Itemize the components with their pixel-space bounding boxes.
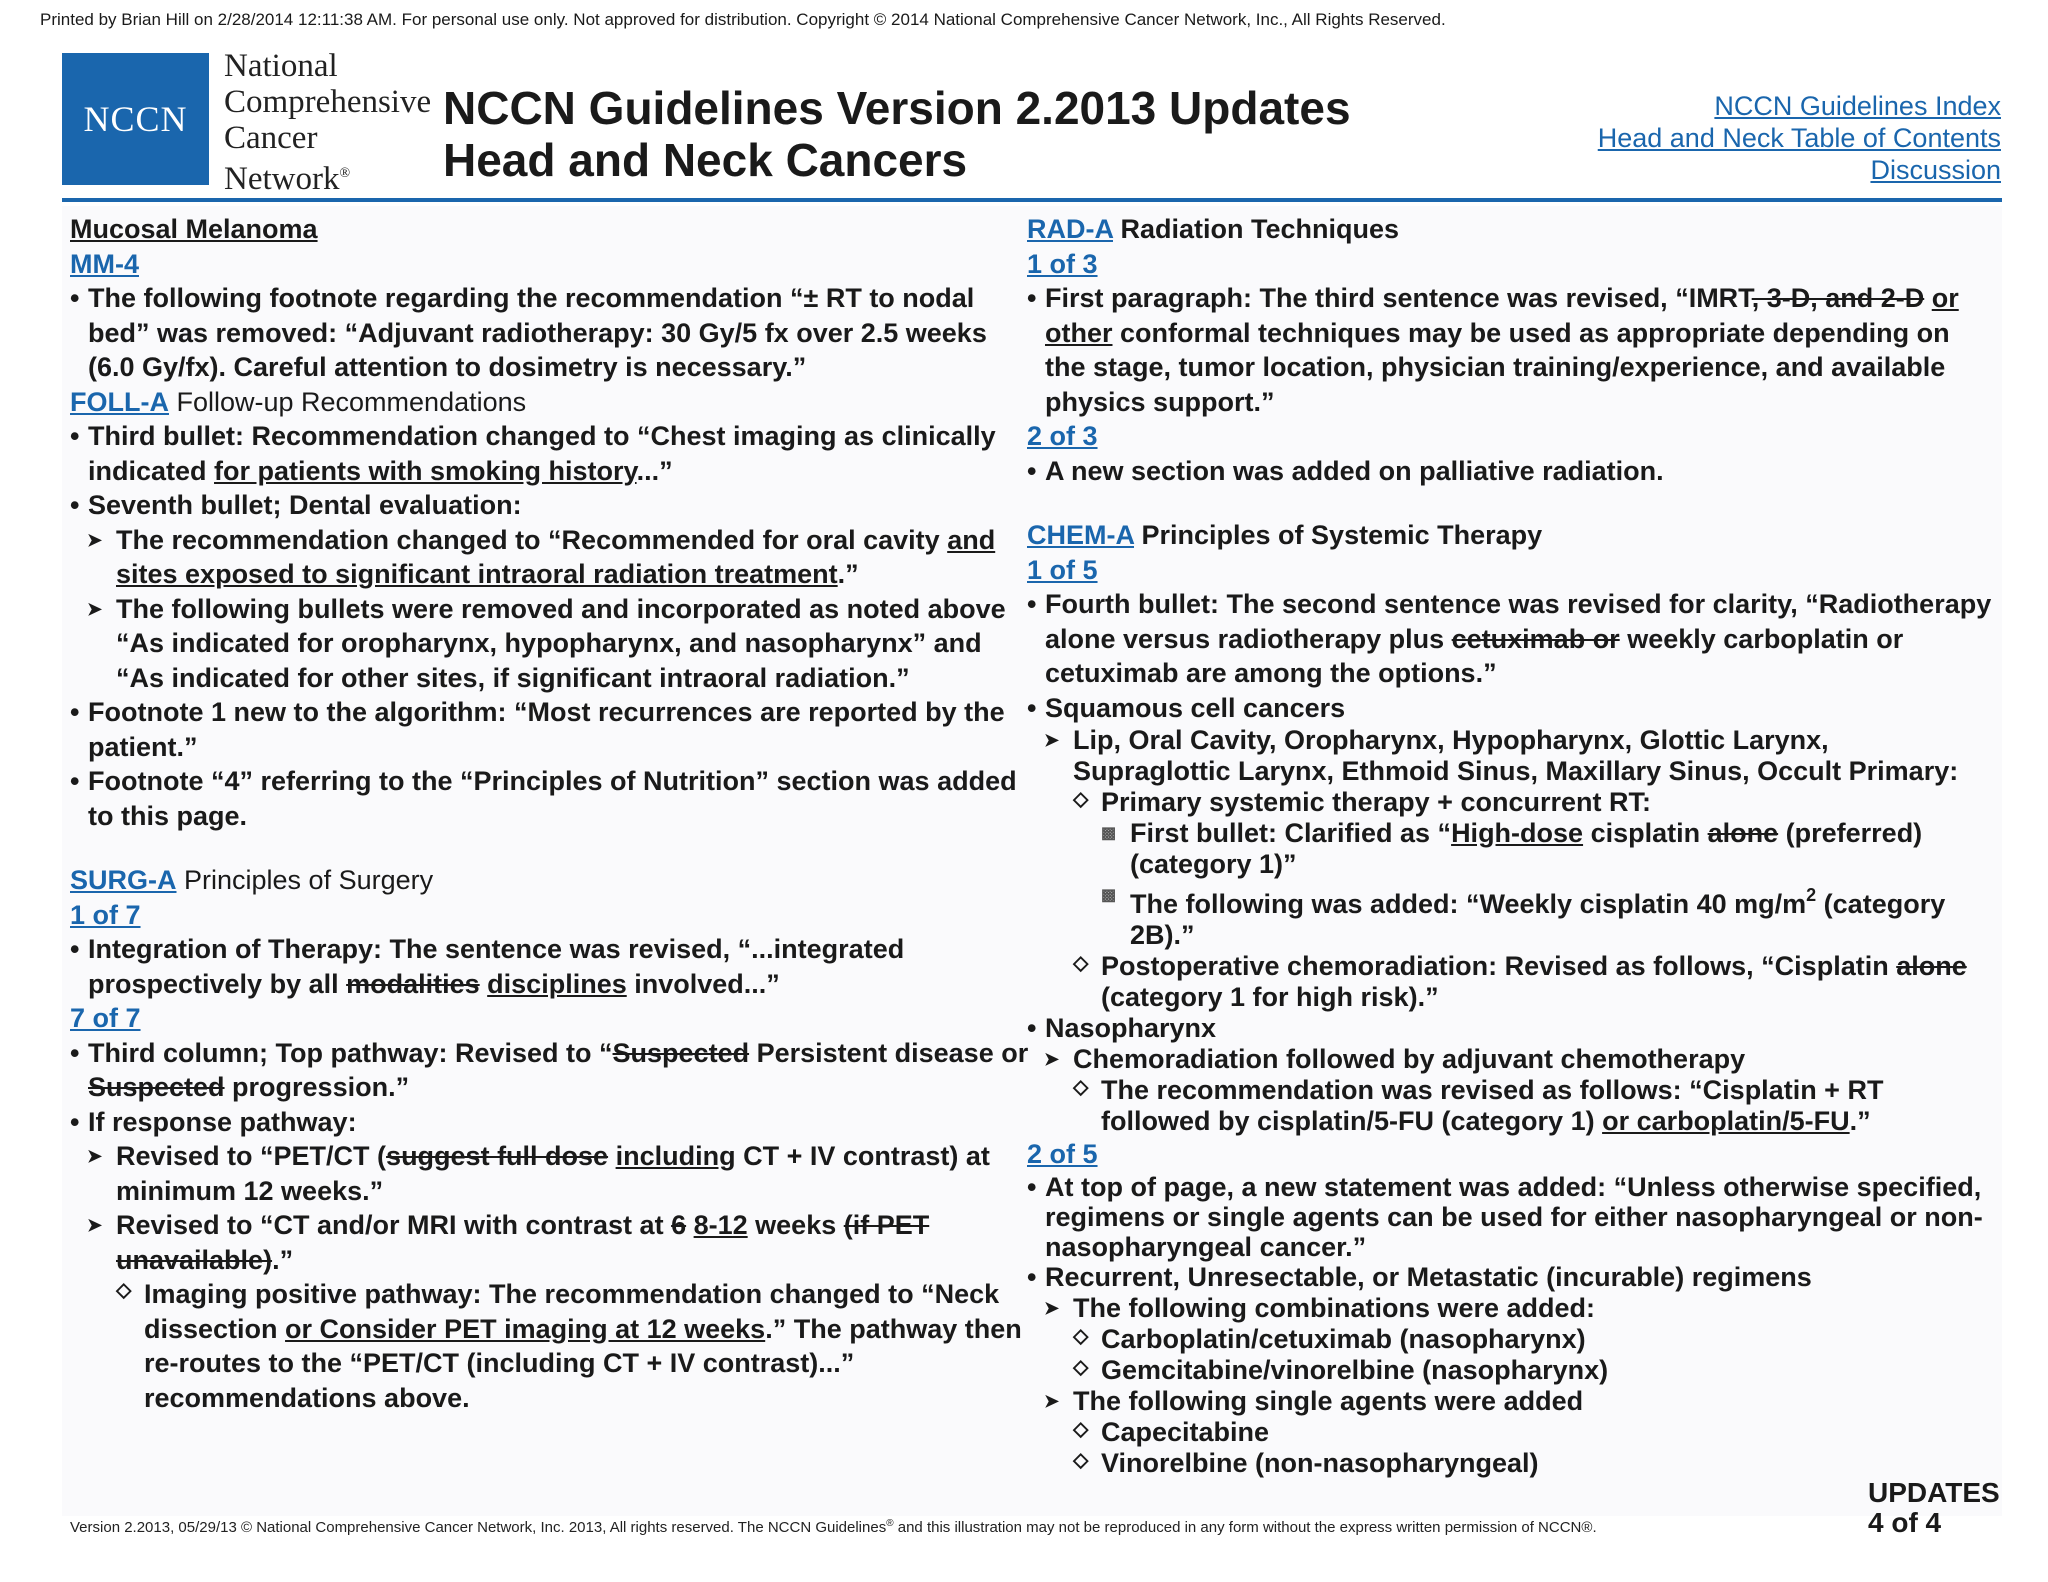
print-notice: Printed by Brian Hill on 2/28/2014 12:11:38 AM. For personal use only. Not approved for distribution. Copyright © 2014 National Comprehensive Cancer Network, Inc., All Rights Reserved. [40,10,1446,29]
arrow-bullet-icon: ➤ [1044,1049,1060,1069]
list-item: • The following footnote regarding the recommendation “± RT to nodal bed” was removed: “Adjuvant radiotherapy: 30 Gy/5 fx over 2.5 weeks (6.0 Gy/fx). Careful attention to dosimetry is necessary.” [70,281,1030,385]
arrow-bullet-icon: ➤ [1044,730,1060,750]
text: Fourth bullet: The second sentence was revised for clarity, “Radiotherapy alone versus radiotherapy plus [1045,589,1992,654]
text: Chemoradiation followed by adjuvant chemotherapy [1073,1044,1746,1074]
list-item: • Recurrent, Unresectable, or Metastatic (incurable) regimens [1027,1262,1992,1293]
logo-abbr: NCCN [83,99,188,139]
logo-reg: ® [339,166,351,181]
added-text: or other [1045,283,1959,348]
surg-page-1-link[interactable]: 1 of 7 [70,899,141,930]
sub-list-item [70,1208,1030,1277]
diamond-bullet-icon: ⬦ [1073,1415,1089,1441]
sub-sub-list-item [1027,1324,1992,1355]
title-line-1: NCCN Guidelines Version 2.2013 Updates [443,82,1351,134]
text: .” The pathway then re-routes to the “PET/CT (including CT + IV contrast)...” recommendations above. [144,1313,1022,1413]
text: .” [837,559,859,589]
sub-sub-list-item [70,1277,1030,1415]
text: Third bullet: Recommendation changed to “Chest imaging as clinically indicated [88,421,996,486]
added-text: 8-12 [693,1210,748,1240]
deleted-text: modalities [346,968,480,999]
list-item: • Seventh bullet; Dental evaluation: [70,488,1030,523]
square-bullet-icon: ▩ [1101,825,1117,842]
updates-page-number: 4 of 4 [1868,1507,1942,1538]
logo-wordmark [224,48,431,197]
text: The following bullets were removed and incorporated as noted above “As indicated for oropharynx, hypopharynx, and nasopharynx” and “As indicated for other sites, if significant intraoral radiation.” [116,593,1006,693]
list-item: • Nasopharynx [1027,1013,1992,1044]
surg-page-7-link[interactable]: 7 of 7 [70,1003,141,1033]
footer-copyright [70,1518,1597,1536]
sub-list-item [70,1139,1030,1208]
page-title [443,82,1351,186]
deleted-text: Suspected [612,1037,750,1068]
text: (category 2B).” [1130,889,1946,950]
text: The recommendation was revised as follows: “Cisplatin + RT followed by cisplatin/5-FU (category 1) [1101,1075,1884,1136]
logo-line-text: Network [224,161,340,197]
sub-list-item [1027,725,1992,787]
sub-sub-list-item [1027,1075,1992,1137]
rad-a-link[interactable]: RAD-A [1027,214,1113,244]
text: Third column; Top pathway: Revised to “ [88,1037,613,1068]
text: conformal techniques may be used as appropriate depending on the stage, tumor location, physician training/experience, and available physics support.” [1045,317,1950,417]
sub-sub-list-item [1027,1448,1992,1479]
text: First paragraph: The third sentence was revised, “IMRT [1045,283,1752,313]
rad-page-1-link[interactable]: 1 of 3 [1027,248,1098,279]
sub-sub-sub-list-item [1027,818,1992,880]
added-text: for patients with smoking history [214,455,637,486]
text: First bullet: Clarified as “ [1130,818,1452,848]
added-text: High-dose [1451,818,1584,848]
chem-a-link[interactable]: CHEM-A [1027,520,1134,550]
header-divider [62,198,2002,202]
text: Persistent disease or [749,1037,1029,1068]
section-title: Radiation Techniques [1112,214,1400,244]
diamond-bullet-icon: ⬦ [1073,786,1089,811]
deleted-text: suggest full dose [386,1141,609,1171]
diamond-bullet-icon: ⬦ [1073,950,1089,975]
text: .” [272,1244,294,1275]
superscript: 2 [1806,885,1817,905]
footer-text: and this illustration may not be reproduced in any form without the express written permission of NCCN®. [893,1519,1597,1536]
section-title: Follow-up Recommendations [168,386,527,417]
title-line-2: Head and Neck Cancers [443,134,968,186]
nccn-logo [62,53,209,185]
text: Gemcitabine/vinorelbine (nasopharynx) [1101,1354,1609,1385]
deleted-text: alone [1707,818,1779,848]
arrow-bullet-icon: ➤ [87,529,103,550]
deleted-text: Suspected [88,1072,225,1102]
updates-label: UPDATES [1868,1477,2000,1508]
added-text: or carboplatin/5-FU [1602,1106,1850,1136]
text: The recommendation changed to “Recommended for oral cavity [116,524,948,555]
list-item: • Squamous cell cancers [1027,691,1992,726]
foll-a-link[interactable]: FOLL-A [70,386,169,417]
added-text: and sites exposed to significant intraoral radiation treatment [116,524,996,589]
sub-sub-sub-list-item [1027,880,1992,951]
text: CT + IV contrast) at minimum 12 weeks.” [116,1141,990,1206]
arrow-bullet-icon: ➤ [87,1215,103,1235]
diamond-bullet-icon: ⬦ [1073,1446,1089,1472]
text: progression.” [224,1072,410,1102]
diamond-bullet-icon: ⬦ [1073,1074,1089,1099]
diamond-bullet-icon: ⬦ [1073,1322,1089,1348]
list-item: • If response pathway: [70,1105,1030,1140]
updates-page-label [1868,1478,2000,1538]
sub-list-item [70,592,1030,696]
logo-line: Comprehensive [224,84,432,120]
section-title: Principles of Systemic Therapy [1134,520,1543,550]
list-item [70,419,1030,488]
footer-text: Version 2.2013, 05/29/13 © National Comprehensive Cancer Network, Inc. 2013, All rights reserved. The NCCN Guidelines [70,1519,887,1536]
text: Revised to “CT and/or MRI with contrast at [116,1210,672,1240]
deleted-text: , 3-D, and 2-D [1751,283,1925,313]
sub-list-item [70,523,1030,592]
text: Imaging positive pathway: The recommendation changed to “Neck dissection [144,1279,1000,1344]
logo-line [224,156,431,197]
text: The following was added: “Weekly cisplatin 40 mg/m [1130,889,1807,919]
nav-links [1598,90,2001,186]
mm-4-link[interactable]: MM-4 [70,248,139,279]
diamond-bullet-icon: ⬦ [116,1277,132,1302]
added-text: disciplines [487,968,627,999]
rad-page-2-link[interactable]: 2 of 3 [1027,421,1098,451]
list-item [1027,281,1992,419]
text: weeks [747,1210,844,1240]
text: (preferred) (category 1)” [1130,818,1923,879]
text: Revised to “PET/CT ( [116,1141,387,1171]
left-column [70,212,1030,1415]
added-text: or Consider PET imaging at 12 weeks [285,1313,766,1344]
right-column [1027,212,1992,1479]
square-bullet-icon: ▩ [1101,887,1117,904]
text: Carboplatin/cetuximab (nasopharynx) [1101,1323,1586,1354]
text: .” [1849,1106,1871,1136]
deleted-text: 6 [671,1210,687,1240]
list-item [1027,587,1992,691]
text: weekly carboplatin or cetuximab are among the options.” [1045,623,1904,688]
list-item [70,932,1030,1001]
toc-link[interactable]: Head and Neck Table of Contents [1597,123,2001,153]
sub-list-item [1027,1293,1992,1324]
sub-list-item [1027,1386,1992,1417]
list-item: • At top of page, a new statement was added: “Unless otherwise specified, regimens or single agents can be used for either nasopharyngeal or non-nasopharyngeal cancer.” [1027,1172,1992,1262]
sub-sub-list-item [1027,951,1992,1013]
text: Postoperative chemoradiation: Revised as follows, “Cisplatin [1101,951,1897,981]
discussion-link[interactable]: Discussion [1870,155,2001,185]
guidelines-index-link[interactable]: NCCN Guidelines Index [1714,91,2001,121]
text: involved...” [626,968,780,999]
list-item: • Footnote 1 new to the algorithm: “Most recurrences are reported by the patient.” [70,695,1030,764]
sub-sub-list-item [1027,787,1992,818]
text: The following single agents were added [1073,1385,1584,1416]
list-item: • Footnote “4” referring to the “Principles of Nutrition” section was added to this page. [70,764,1030,833]
chem-page-2-link[interactable]: 2 of 5 [1027,1139,1098,1169]
text: cisplatin [1583,818,1708,848]
logo-line: National [224,48,338,84]
text: Integration of Therapy: The sentence was revised, “...integrated prospectively by all [88,934,905,999]
arrow-bullet-icon: ➤ [1044,1297,1060,1318]
logo-line: Cancer [224,120,318,156]
added-text: including [615,1141,736,1171]
text: Capecitabine [1101,1416,1270,1447]
deleted-text: (if PET unavailable) [116,1210,930,1275]
arrow-bullet-icon: ➤ [87,1146,103,1166]
text: (category 1 for high risk).” [1101,982,1439,1012]
text: Lip, Oral Cavity, Oropharynx, Hypopharynx, Glottic Larynx, Supraglottic Larynx, Ethmoid Sinus, Maxillary Sinus, Occult Primary: [1073,725,1959,786]
footer-reg: ® [886,1518,894,1529]
list-item [70,1036,1030,1105]
text: Primary systemic therapy + concurrent RT: [1101,787,1651,817]
text: The following combinations were added: [1073,1292,1596,1323]
arrow-bullet-icon: ➤ [1044,1390,1060,1411]
arrow-bullet-icon: ➤ [87,598,103,619]
mm-heading: Mucosal Melanoma [70,214,318,244]
sub-list-item [1027,1044,1992,1075]
diamond-bullet-icon: ⬦ [1073,1353,1089,1379]
list-item: • A new section was added on palliative radiation. [1027,454,1992,489]
sub-sub-list-item [1027,1355,1992,1386]
text: ...” [636,455,673,486]
section-title: Principles of Surgery [176,865,434,895]
text: Vinorelbine (non-nasopharyngeal) [1101,1447,1539,1478]
deleted-text: alone [1896,951,1967,981]
surg-a-link[interactable]: SURG-A [70,865,177,895]
deleted-text: cetuximab or [1451,623,1620,654]
sub-sub-list-item [1027,1417,1992,1448]
chem-page-1-link[interactable]: 1 of 5 [1027,554,1098,585]
